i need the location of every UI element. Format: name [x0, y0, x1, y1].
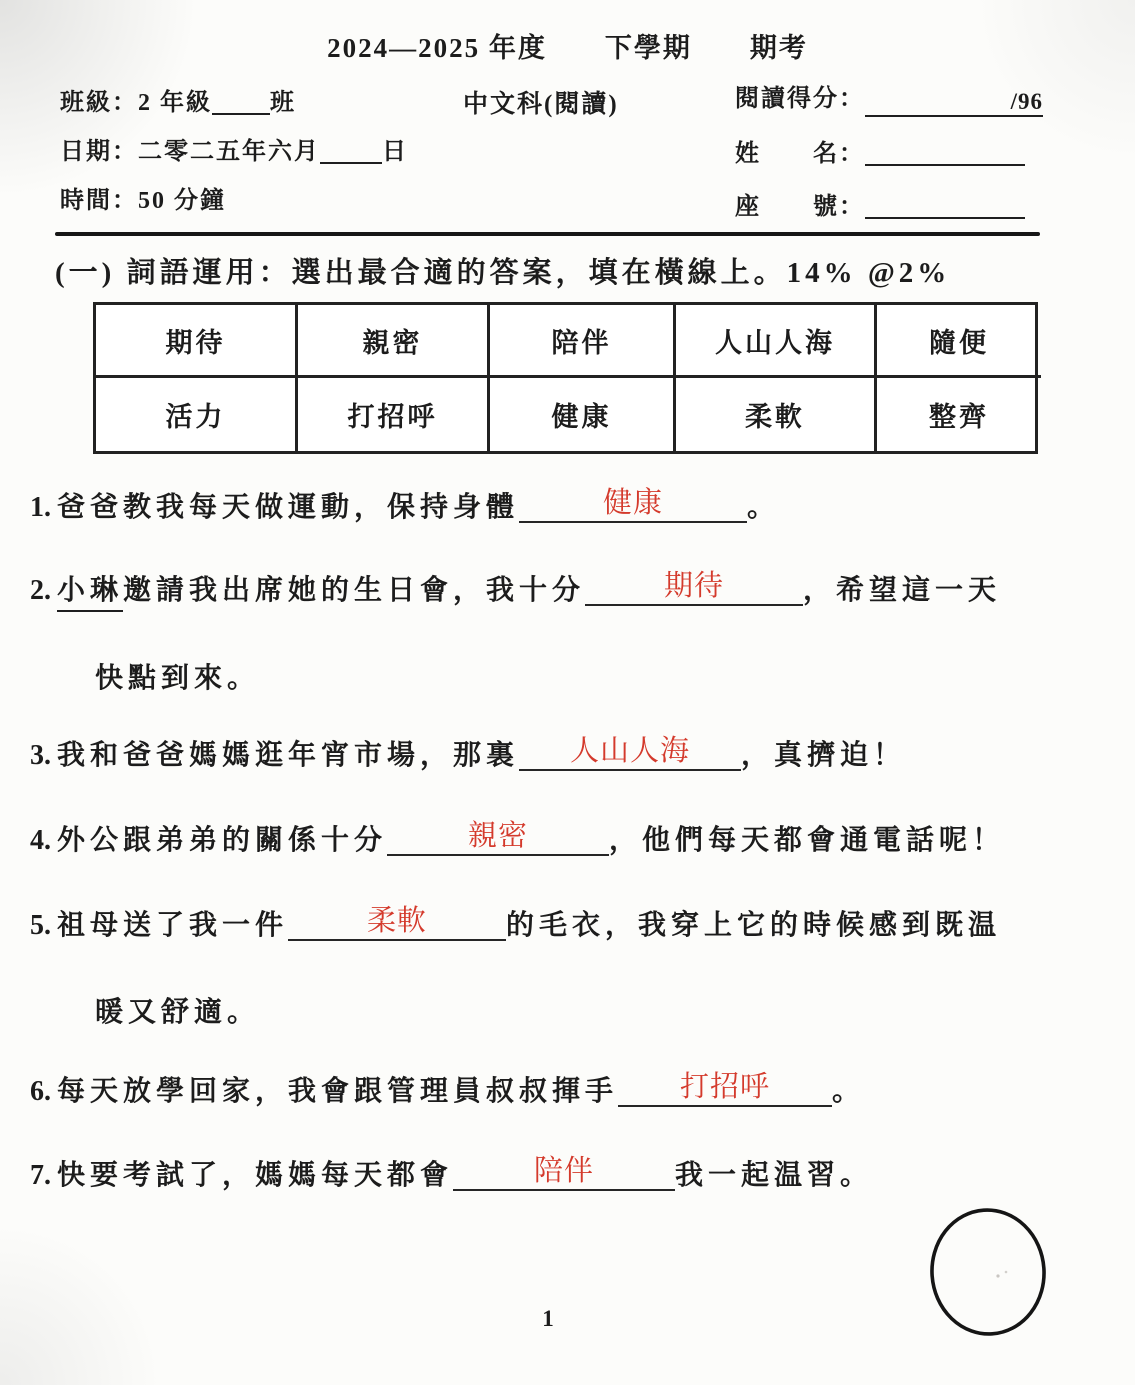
name-field [735, 133, 1025, 168]
seat-field [735, 186, 1025, 221]
word-bank-table [93, 302, 1038, 454]
date-field [60, 131, 408, 166]
question-6 [30, 1071, 866, 1110]
word-bank-cell: 活力 [96, 378, 298, 451]
title-term: 下學期 [604, 33, 692, 63]
question-text-after: 的毛衣，我穿上它的時候感到既温 [506, 910, 1002, 941]
word-bank-cell: 整齊 [929, 402, 989, 432]
name-blank [865, 154, 1025, 166]
question-5 [30, 905, 1002, 944]
seat-blank [865, 207, 1025, 219]
question-5-continuation: 暖又舒適。 [95, 997, 261, 1028]
class-blank [212, 103, 270, 115]
answer-blank [387, 820, 609, 856]
red-answer: 人山人海 [570, 735, 691, 767]
title-exam: 期考 [749, 33, 808, 63]
question-text: 祖母送了我一件 [57, 910, 289, 941]
red-answer: 親密 [468, 820, 529, 852]
question-7 [30, 1155, 874, 1194]
question-3 [30, 735, 907, 774]
score-max: /96 [1010, 89, 1043, 114]
word-bank-cell: 柔軟 [676, 378, 877, 451]
question-text: 每天放學回家，我會跟管理員叔叔揮手 [57, 1076, 619, 1107]
question-number: 3. [30, 740, 51, 771]
question-number: 2. [30, 575, 51, 606]
question-text-after: 我一起温習。 [675, 1160, 874, 1191]
answer-blank [618, 1071, 832, 1107]
date-label: 日期：二零二五年六月 [60, 139, 320, 165]
word-bank-cell: 期待 [96, 305, 298, 378]
question-text: 我和爸爸媽媽逛年宵市場，那裏 [57, 740, 520, 771]
question-number: 7. [30, 1160, 51, 1191]
question-text: 外公跟弟弟的關係十分 [57, 825, 388, 856]
score-label: 閱讀得分： [735, 86, 865, 112]
question-text-after: ，真擠迫！ [741, 740, 907, 771]
date-suffix: 日 [382, 139, 408, 165]
question-number: 6. [30, 1076, 51, 1107]
question-text: 邀請我出席她的生日會，我十分 [123, 575, 586, 606]
question-text-after: 。 [747, 492, 781, 523]
red-answer: 柔軟 [367, 905, 428, 937]
red-answer: 打招呼 [680, 1071, 771, 1103]
page-number: 1 [542, 1306, 554, 1331]
answer-blank [288, 905, 506, 941]
question-text: 快要考試了，媽媽每天都會 [57, 1160, 454, 1191]
header-divider [55, 232, 1040, 236]
class-suffix: 班 [270, 90, 296, 116]
answer-blank [585, 570, 803, 606]
question-text-after: 。 [832, 1076, 866, 1107]
question-text-after: ，他們每天都會通電話呢！ [609, 825, 1006, 856]
question-4 [30, 820, 1006, 859]
word-bank-cell: 親密 [298, 305, 490, 378]
exam-title [0, 26, 1135, 65]
question-text-after: ，希望這一天 [803, 575, 1002, 606]
underlined-name: 小琳 [57, 573, 123, 612]
answer-blank [519, 735, 741, 771]
score-field [735, 78, 1043, 114]
question-2 [30, 570, 1002, 612]
red-answer: 期待 [664, 570, 725, 602]
red-answer: 健康 [603, 487, 664, 519]
time-label: 時間：50 分鐘 [60, 188, 226, 214]
question-number: 4. [30, 825, 51, 856]
word-bank-cell: 隨便 [877, 305, 1041, 378]
class-field [60, 82, 296, 117]
grade-circle [922, 1204, 1054, 1340]
score-blank [865, 89, 1043, 117]
subject-text: 中文科(閱讀) [463, 91, 619, 118]
answer-blank [453, 1155, 675, 1191]
question-number: 1. [30, 492, 51, 523]
subject-label [463, 84, 619, 120]
red-answer: 陪伴 [534, 1155, 595, 1187]
answer-blank [519, 487, 747, 523]
question-1 [30, 487, 781, 526]
question-text: 爸爸教我每天做運動，保持身體 [57, 492, 520, 523]
date-blank [320, 152, 382, 164]
question-2-continuation: 快點到來。 [95, 663, 261, 694]
word-bank-cell: 健康 [490, 378, 676, 451]
seat-label: 座 號： [735, 194, 865, 220]
name-label: 姓 名： [735, 141, 865, 167]
question-number: 5. [30, 910, 51, 941]
word-bank-cell: 陪伴 [490, 305, 676, 378]
section-heading: (一) 詞語運用：選出最合適的答案，填在橫線上。14% @2% [55, 257, 951, 289]
word-bank-cell: 打招呼 [298, 378, 490, 451]
title-year: 2024—2025 年度 [327, 33, 547, 63]
time-field [60, 180, 226, 215]
word-bank-cell: 人山人海 [676, 305, 877, 378]
class-label: 班級：2 年級 [60, 90, 212, 116]
